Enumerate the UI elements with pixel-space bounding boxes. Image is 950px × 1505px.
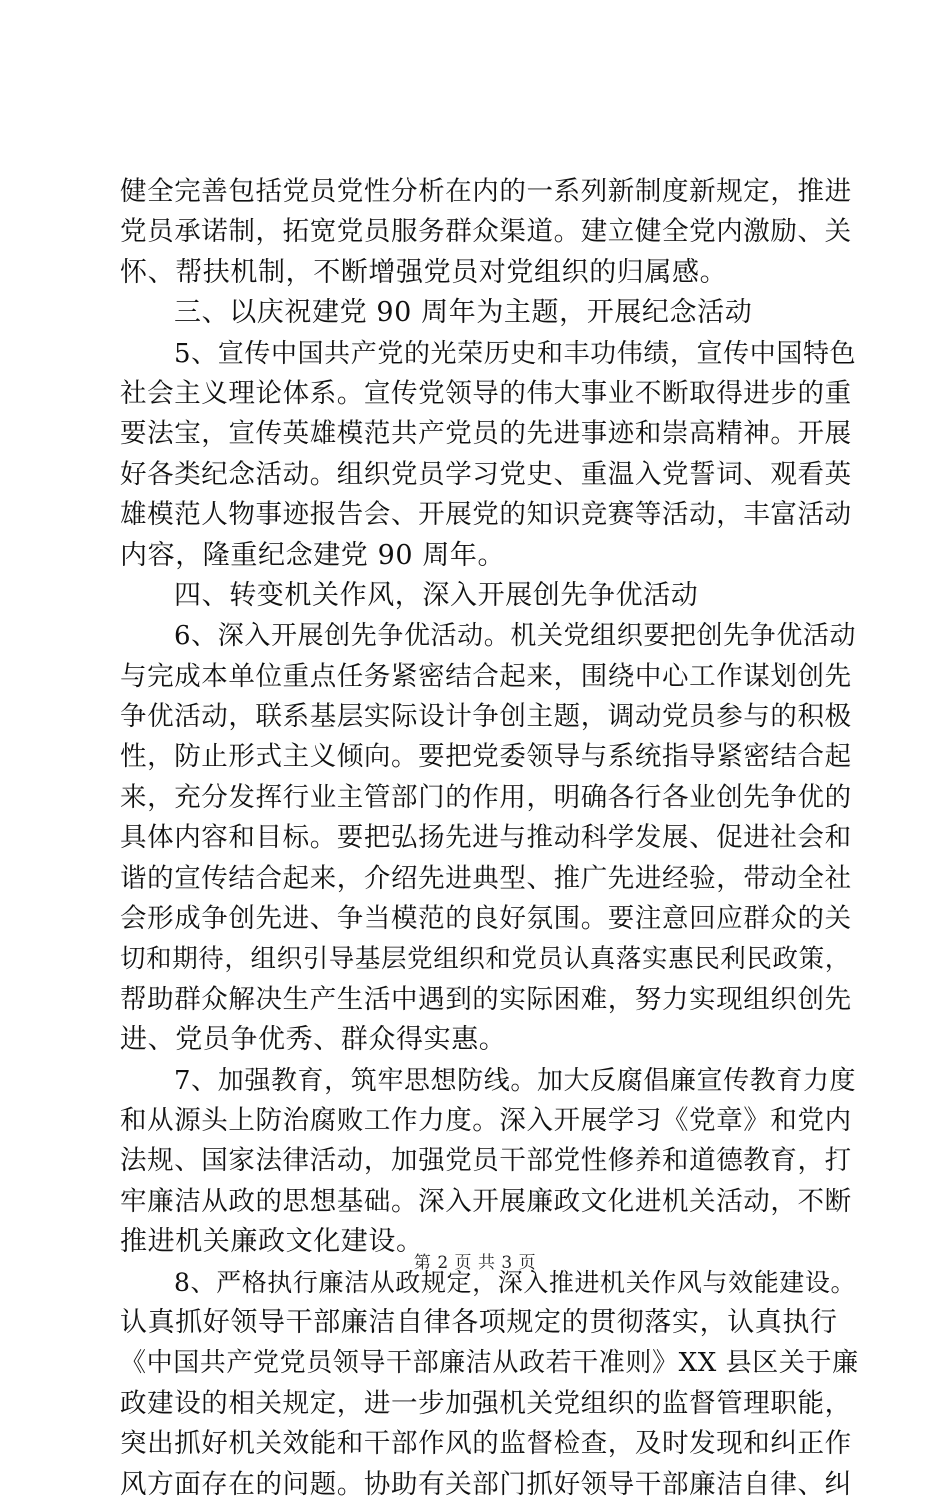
text-line: 党员承诺制，拓宽党员服务群众渠道。建立健全党内激励、关: [120, 216, 852, 248]
text-line: 健全完善包括党员党性分析在内的一系列新制度新规定，推进: [120, 176, 852, 207]
text-line: 《中国共产党党员领导干部廉洁从政若干准则》XX 县区关于廉: [120, 1348, 859, 1379]
text-line: 内容，隆重纪念建党 90 周年。: [120, 539, 506, 571]
text-line: 要法宝，宣传英雄模范共产党员的先进事迹和崇高精神。开展: [120, 418, 852, 450]
text-line: 突出抓好机关效能和干部作风的监督检查，及时发现和纠正作: [120, 1428, 852, 1460]
text-line: 进、党员争优秀、群众得实惠。: [120, 1024, 507, 1056]
text-line: 具体内容和目标。要把弘扬先进与推动科学发展、促进社会和: [120, 822, 852, 854]
text-line: 和从源头上防治腐败工作力度。深入开展学习《党章》和党内: [120, 1104, 852, 1136]
page-footer: 第 2 页 共 3 页: [413, 1253, 537, 1273]
text-line: 雄模范人物事迹报告会、开展党的知识竞赛等活动，丰富活动: [120, 499, 852, 531]
text-line: 怀、帮扶机制，不断增强党员对党组织的归属感。: [120, 256, 728, 288]
text-line: 与完成本单位重点任务紧密结合起来，围绕中心工作谋划创先: [120, 660, 852, 692]
text-line: 政建设的相关规定，进一步加强机关党组织的监督管理职能，: [120, 1387, 852, 1419]
text-line: 7、加强教育，筑牢思想防线。加大反腐倡廉宣传教育力度: [174, 1065, 857, 1096]
text-line: 6、深入开展创先争优活动。机关党组织要把创先争优活动: [174, 621, 857, 652]
text-line: 来，充分发挥行业主管部门的作用，明确各行各业创先争优的: [120, 781, 852, 813]
text-line: 8、严格执行廉洁从政规定，深入推进机关作风与效能建设。: [174, 1267, 857, 1297]
text-line: 帮助群众解决生产生活中遇到的实际困难，努力实现组织创先: [120, 983, 852, 1015]
document-body: [120, 172, 860, 1505]
text-line: 三、以庆祝建党 90 周年为主题，开展纪念活动: [174, 297, 753, 329]
text-line: 风方面存在的问题。协助有关部门抓好领导干部廉洁自律、纠: [120, 1468, 852, 1500]
text-line: 5、宣传中国共产党的光荣历史和丰功伟绩，宣传中国特色: [174, 338, 857, 369]
text-line: 社会主义理论体系。宣传党领导的伟大事业不断取得进步的重: [120, 377, 852, 409]
text-line: 牢廉洁从政的思想基础。深入开展廉政文化进机关活动，不断: [120, 1185, 852, 1217]
text-line: 谐的宣传结合起来，介绍先进典型、推广先进经验，带动全社: [120, 862, 852, 894]
text-line: 性，防止形式主义倾向。要把党委领导与系统指导紧密结合起: [120, 741, 852, 773]
text-line: 切和期待，组织引导基层党组织和党员认真落实惠民利民政策，: [120, 944, 851, 975]
text-line: 四、转变机关作风，深入开展创先争优活动: [174, 579, 699, 611]
text-line: 会形成争创先进、争当模范的良好氛围。要注意回应群众的关: [120, 903, 852, 935]
text-line: 法规、国家法律活动，加强党员干部党性修养和道德教育，打: [120, 1145, 852, 1177]
text-line: 好各类纪念活动。组织党员学习党史、重温入党誓词、观看英: [120, 458, 852, 490]
text-line: 争优活动，联系基层实际设计争创主题，调动党员参与的积极: [120, 701, 852, 733]
text-line: 认真抓好领导干部廉洁自律各项规定的贯彻落实，认真执行: [120, 1306, 838, 1338]
text-line: 推进机关廉政文化建设。: [120, 1226, 424, 1258]
